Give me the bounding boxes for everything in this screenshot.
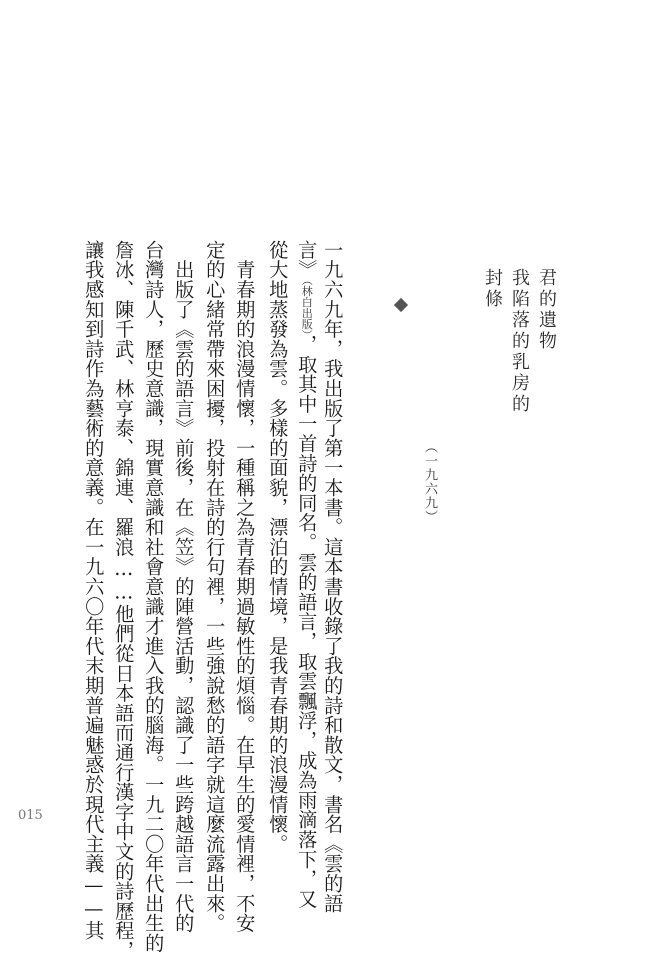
poem-date: （一九六九） bbox=[422, 440, 437, 524]
prose-column-5: 定的心緒常帶來困擾，投射在詩的行句裡，一些強說愁的語字就這麼流露出來。 bbox=[203, 240, 227, 933]
prose-column-2-text-a: 言》 bbox=[295, 240, 319, 280]
publisher-note: （林白出版） bbox=[300, 279, 314, 335]
prose-column-6: 出版了《雲的語言》前後，在《笠》的陣營活動，認識了一些跨越語言一代的 bbox=[172, 240, 196, 933]
prose-column-1: 一九六九年，我出版了第一本書。這本書收錄了我的詩和散文，書名《雲的語 bbox=[321, 240, 345, 914]
prose-column-2 bbox=[295, 240, 319, 909]
prose-column-4: 青春期的浪漫情懷，一種稱之為青春期過敏性的煩惱。在早生的愛情裡，不安 bbox=[233, 240, 257, 933]
prose-column-7: 台灣詩人，歷史意識，現實意識和社會意識才進入我的腦海。一九二〇年代出生的 bbox=[142, 240, 166, 953]
prose-column-2-text-b: ，取其中一首詩的同名。雲的語言，取雲飄浮，成為雨滴落下，又 bbox=[295, 334, 319, 909]
prose-column-8: 詹冰、陳千武、林亨泰、錦連、羅浪……他們從日本語而通行漢字中文的詩歷程， bbox=[112, 240, 136, 960]
poem-line-1: 君的遺物 bbox=[536, 268, 557, 352]
prose-column-9: 讓我感知到詩作為藝術的意義。在一九六〇年代末期普遍魅惑於現代主義——其 bbox=[82, 240, 106, 941]
prose-column-3: 從大地蒸發為雲。多樣的面貌，漂泊的情境，是我青春期的浪漫情懷。 bbox=[266, 240, 290, 854]
diamond-ornament-icon bbox=[394, 298, 408, 312]
page-number: 015 bbox=[18, 808, 43, 823]
poem-line-2: 我陷落的乳房的 bbox=[509, 268, 530, 415]
poem-line-3: 封條 bbox=[482, 268, 503, 310]
